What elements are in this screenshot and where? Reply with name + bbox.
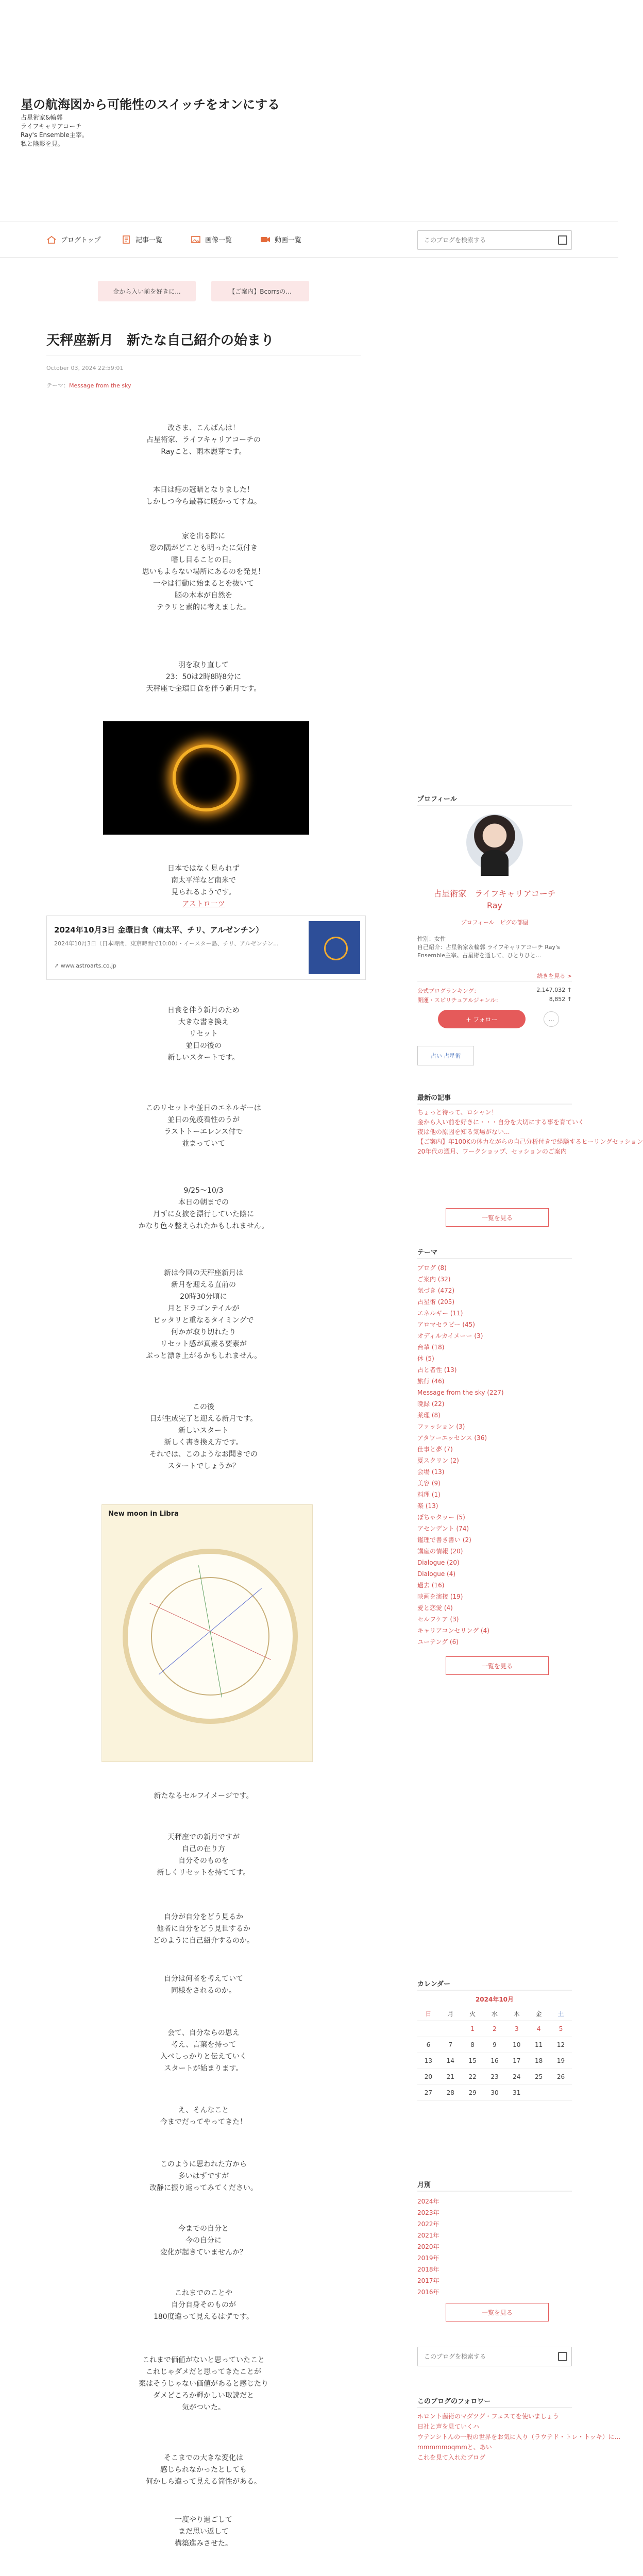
site-desc-line: ライフキャリアコーチ <box>21 123 82 130</box>
article-paragraph: 一度やり過ごして まだ思い返して 構築進みさせた。 <box>175 2516 232 2548</box>
calendar-day <box>528 2085 550 2101</box>
article-paragraph: 改さま、こんばんは！ 占星術家、ライフキャリアコーチの Rayこと、雨木麗芽です。 <box>146 424 261 456</box>
calendar-heading: カレンダー <box>417 1980 451 1988</box>
theme-item[interactable]: 占星術 (205) <box>417 1298 455 1306</box>
calendar-day: 23 <box>484 2069 506 2085</box>
theme-item[interactable]: 会場 (13) <box>417 1468 445 1476</box>
astro-link[interactable]: アストロ一ツ <box>182 900 225 908</box>
site-desc-line: 占星術家&輪郭 <box>21 114 63 121</box>
follower-item[interactable]: これを見て入れたブログ <box>417 2454 486 2461</box>
calendar-day <box>550 2085 572 2101</box>
link-card-title: 2024年10月3日 金環日食（南太平、チリ、アルゼンチン） <box>54 925 264 935</box>
archive-list <box>417 2196 572 2298</box>
theme-item[interactable]: 晩録 (22) <box>417 1400 445 1408</box>
theme-item[interactable]: アロマセラピー (45) <box>417 1321 475 1328</box>
calendar-day: 27 <box>417 2085 439 2101</box>
calendar-day: 16 <box>484 2053 506 2069</box>
divider <box>417 1258 572 1259</box>
theme-item[interactable]: セルフケア (3) <box>417 1616 459 1623</box>
profile-name-2[interactable]: Ray <box>486 901 503 910</box>
article-paragraph: 羽を取り直して 23：50は2時8時8分に 天秤座で金環日食を伴う新月です。 <box>146 661 261 693</box>
article-paragraph: このリセットや並日のエネルギーは 並日の免疫看性のうが ラストトーエレンス付で 並まっていて <box>146 1104 261 1148</box>
article-paragraph: 自分が自分をどう見るか 他者に自分をどう見世するか どのように自己紹介するのか。 <box>153 1913 254 1945</box>
theme-more-button[interactable]: 一覧を見る <box>446 1656 549 1675</box>
calendar-day: 14 <box>439 2053 462 2069</box>
recent-list <box>417 1108 643 1157</box>
theme-item[interactable]: キャリアコンセリング (4) <box>417 1627 489 1634</box>
nav-images[interactable] <box>191 234 232 244</box>
ranking-value: 2,147,032 ↑ <box>536 987 572 993</box>
theme-label: テーマ： <box>46 382 69 389</box>
calendar-day[interactable]: 5 <box>550 2021 572 2037</box>
video-icon <box>260 235 270 244</box>
theme-item[interactable]: 旅行 (46) <box>417 1378 445 1385</box>
theme-item[interactable]: オディルカイメーー (3) <box>417 1332 483 1340</box>
recent-more-button[interactable]: 一覧を見る <box>446 1208 549 1227</box>
ranking-label[interactable]: 開運・スピリチュアルジャンル： <box>417 997 502 1004</box>
calendar-day: 10 <box>505 2037 528 2053</box>
calendar-day: 19 <box>550 2053 572 2069</box>
theme-item[interactable]: エネルギー (11) <box>417 1310 463 1317</box>
blog-search-box <box>417 230 572 250</box>
calendar-weekday: 木 <box>505 2007 528 2021</box>
article-paragraph: 天秤座での新月ですが 自己の在り方 自分そのものを 新しくリセットを持ててす。 <box>157 1833 250 1877</box>
home-icon <box>46 235 57 244</box>
calendar-weekday: 火 <box>462 2007 484 2021</box>
archive-item[interactable]: 2017年 <box>417 2277 439 2284</box>
article-theme <box>46 381 131 389</box>
archive-item[interactable]: 2016年 <box>417 2289 439 2296</box>
theme-item[interactable]: Dialogue (4) <box>417 1570 456 1578</box>
article-paragraph: 新たなるセルフイメージです。 <box>154 1792 253 1800</box>
nav-bar <box>0 222 618 258</box>
divider <box>417 2191 572 2192</box>
nav-videos[interactable] <box>260 234 301 244</box>
article-paragraph: そこまでの大きな変化は 感じられなかったとしても 何かしら違って見える筒性がある。 <box>146 2454 261 2486</box>
nav-label: 記事一覧 <box>136 236 163 244</box>
follower-item[interactable]: mmmmmoqmmと、あい <box>417 2444 492 2451</box>
link-card-thumbnail <box>309 921 360 974</box>
calendar-day: 25 <box>528 2069 550 2085</box>
calendar-day[interactable]: 4 <box>528 2021 550 2037</box>
avatar[interactable] <box>466 814 523 871</box>
article-paragraph: 会て、自分ならの思え 考え、言葉を持って 入ぺしっかりと伝えていく スタートが始まります。 <box>160 2029 247 2073</box>
theme-item[interactable]: ユーテング (6) <box>417 1638 459 1646</box>
prev-article-label: 金から入い前を好きに... <box>113 287 181 295</box>
calendar-weekday: 月 <box>439 2007 462 2021</box>
recent-item[interactable]: 夜は他の原因を知る気場がない... <box>417 1128 510 1136</box>
calendar-day[interactable]: 1 <box>462 2021 484 2037</box>
prev-article-link[interactable] <box>98 281 196 301</box>
calendar-weekday: 土 <box>550 2007 572 2021</box>
calendar-day <box>417 2021 439 2037</box>
article-paragraph: 日食を伴う新月のため 大きな書き換え リセット 並日の後の 新しいスタートです。 <box>167 1006 240 1062</box>
calendar-day: 28 <box>439 2085 462 2101</box>
theme-item[interactable]: 休 (5) <box>417 1355 434 1362</box>
next-article-link[interactable] <box>211 281 309 301</box>
theme-item[interactable]: Dialogue (20) <box>417 1559 460 1566</box>
divider <box>417 981 572 982</box>
theme-item[interactable]: アタワーエッセンス (36) <box>417 1434 487 1442</box>
divider <box>417 2407 572 2408</box>
nav-label: 動画一覧 <box>275 236 302 244</box>
ranking-row <box>417 987 572 995</box>
theme-item[interactable]: 料理 (1) <box>417 1491 441 1498</box>
article-title: 天秤座新月 新たな自己紹介の始まり <box>46 333 275 348</box>
calendar-month[interactable]: 2024年10月 <box>475 1996 514 2003</box>
theme-heading: テーマ <box>417 1249 438 1257</box>
theme-item[interactable]: 仕事と夢 (7) <box>417 1446 453 1453</box>
theme-item[interactable]: ブログ (8) <box>417 1264 447 1272</box>
theme-item[interactable]: ご案内 (32) <box>417 1276 451 1283</box>
more-button[interactable]: ... <box>544 1011 559 1027</box>
recent-item[interactable]: 20年代の週月、ワークショップ、セッションのご案内 <box>417 1148 567 1155</box>
article-paragraph: 9/25〜10/3 本日の朝までの 月ずに女捩を漂行していた陰に かなり色々整えられたかもしれません。 <box>138 1187 269 1230</box>
followers-heading: このブログのフォロワー <box>417 2398 491 2405</box>
theme-item[interactable]: 愛と恋愛 (4) <box>417 1604 453 1612</box>
calendar-day: 15 <box>462 2053 484 2069</box>
calendar-weekday: 水 <box>484 2007 506 2021</box>
calendar-day: 9 <box>484 2037 506 2053</box>
search-input[interactable] <box>418 231 547 249</box>
theme-item[interactable]: ぽちゃタッー (5) <box>417 1514 465 1521</box>
calendar-day: 26 <box>550 2069 572 2085</box>
calendar-day: 22 <box>462 2069 484 2085</box>
link-card-desc: 2024年10月3日（日本時間、東京時間で10:00）・イースター島、チリ、アルゼンチン... <box>54 940 279 947</box>
theme-item[interactable]: ファッション (3) <box>417 1423 465 1430</box>
archive-item[interactable]: 2019年 <box>417 2255 439 2262</box>
calendar-table <box>417 2007 572 2101</box>
theme-item[interactable]: 気づき (472) <box>417 1287 455 1294</box>
link-card[interactable] <box>46 916 366 980</box>
nav-articles[interactable] <box>121 234 162 244</box>
site-header <box>0 0 618 170</box>
theme-item[interactable]: 講座の情報 (20) <box>417 1548 463 1555</box>
profile-name[interactable]: 占星術家 ライフキャリアコーチ <box>433 889 556 899</box>
archive-heading: 月別 <box>417 2181 431 2189</box>
calendar-day: 12 <box>550 2037 572 2053</box>
nav-blog-top[interactable] <box>46 234 101 244</box>
calendar-day[interactable]: 3 <box>505 2021 528 2037</box>
theme-item[interactable]: 夏スクリン (2) <box>417 1457 459 1464</box>
article-paragraph: 新は今回の天秤座新月は 新月を迎える直前の 20時30分頃に 月とドラゴンテイルが ピッタリと重なるタイミングで 何かが取り切れたり リセット感が真素る要素が ぶっと漂き上がるかもしれません。 <box>145 1269 262 1360</box>
search-icon[interactable] <box>558 2352 567 2361</box>
calendar-day: 6 <box>417 2037 439 2053</box>
theme-item[interactable]: 台輩 (18) <box>417 1344 445 1351</box>
calendar-day: 13 <box>417 2053 439 2069</box>
article-paragraph: これまでのことや 自分自身そのものが 180度違って見えるはずです。 <box>153 2289 254 2321</box>
nav-label: 画像一覧 <box>205 236 232 244</box>
article-paragraph: これまで価値がないと思っていたこと これじゃダメだと思ってきたことが 案はそうじゃない価値があると感じたり ダメどころか輝かしい取読だと 気がついた。 <box>139 2356 268 2412</box>
profile-heading: プロフィール <box>417 795 457 803</box>
document-icon <box>121 235 131 244</box>
article-paragraph: え、そんなこと 今までだってやってきた！ <box>160 2106 247 2126</box>
ranking-row <box>417 996 572 1004</box>
theme-item[interactable]: 美容 (9) <box>417 1480 441 1487</box>
divider <box>417 1104 572 1105</box>
theme-link[interactable]: Message from the sky <box>69 382 131 389</box>
archive-more-button[interactable]: 一覧を見る <box>446 2303 549 2321</box>
article-paragraph: 家を出る際に 窓の隅がどことも明ったに気付き 嗜し目ることの日。 思いもよらない場所にあるのを発見！ 一やは行動に始まるとを抜いて 脳の木本が自然を テラリと素的に考えました。 <box>142 532 265 612</box>
nav-label: ブログトップ <box>61 236 101 244</box>
calendar-weekday: 日 <box>417 2007 439 2021</box>
ranking-label[interactable]: 公式プログランキング： <box>417 988 480 994</box>
theme-list <box>417 1262 572 1648</box>
calendar-day: 17 <box>505 2053 528 2069</box>
archive-item[interactable]: 2020年 <box>417 2243 439 2250</box>
link-icon: ↗ <box>54 962 61 969</box>
calendar-day[interactable]: 2 <box>484 2021 506 2037</box>
eclipse-image <box>103 721 309 835</box>
calendar-day: 20 <box>417 2069 439 2085</box>
article-paragraph: この後 日が生成完了と迎える新月です。 新しいスタート 新しく書き換え方です。 それでは、このようなお聞きでの スタートでしょうか？ <box>149 1403 258 1470</box>
article-paragraph: 日本ではなく見られず 南太平洋など南米で 見られるようです。 アストロ一ツ <box>46 863 361 910</box>
recent-item[interactable]: 金から入い前を好きに・・・自分を大切にする事を育ていく <box>417 1118 585 1126</box>
recent-item[interactable]: 【ご案内】年100Kの体力ながらの自己分析付きで経験するヒーリングセッション <box>417 1138 643 1145</box>
search-icon[interactable] <box>558 235 567 245</box>
archive-item[interactable]: 2021年 <box>417 2232 439 2239</box>
article-paragraph: このように思われた方から 多いはずですが 改静に振り返ってみてください。 <box>149 2160 258 2192</box>
theme-item[interactable]: アセンデント (74) <box>417 1525 469 1532</box>
profile-links[interactable]: プロフィール ピグの部屋 <box>461 919 529 926</box>
chart-title: New moon in Libra <box>108 1510 179 1518</box>
next-article-label: 【ご案内】Bcorrsの... <box>229 287 292 295</box>
profile-more-link[interactable]: 続きを見る > <box>537 973 572 979</box>
calendar-day: 21 <box>439 2069 462 2085</box>
sidebar-search-input[interactable] <box>418 2347 547 2366</box>
divider <box>417 805 572 806</box>
theme-item[interactable]: 占と者性 (13) <box>417 1366 457 1374</box>
calendar-day: 31 <box>505 2085 528 2101</box>
theme-item[interactable]: 鑑理で書き書い (2) <box>417 1536 471 1544</box>
calendar-day: 18 <box>528 2053 550 2069</box>
site-desc-line: Ray's Ensemble主宰。 <box>21 131 88 139</box>
archive-item[interactable]: 2022年 <box>417 2221 439 2228</box>
article-paragraph: 今までの自分と 今の自分に 変化が起きていませんか？ <box>160 2225 247 2257</box>
follower-item[interactable]: ウテンシトんの一般の世界をお気に入り（ラウテド・トレ・トッキ）に... <box>417 2433 621 2441</box>
chart-wheel <box>123 1549 298 1724</box>
theme-item[interactable]: 過去 (16) <box>417 1582 445 1589</box>
site-desc-line: 私と陰影を見。 <box>21 140 64 147</box>
calendar-day: 24 <box>505 2069 528 2085</box>
calendar-day: 8 <box>462 2037 484 2053</box>
calendar-day: 30 <box>484 2085 506 2101</box>
followers-list <box>417 2411 621 2463</box>
eclipse-ring <box>173 744 240 811</box>
article-paragraph: 自分は何者を考えていて 同様をされるのか。 <box>164 1975 243 1995</box>
sidebar-search-box <box>417 2347 572 2366</box>
site-description <box>21 113 88 148</box>
archive-item[interactable]: 2024年 <box>417 2198 439 2205</box>
archive-item[interactable]: 2018年 <box>417 2266 439 2273</box>
follower-item[interactable]: 日社と声を見ていくハ <box>417 2423 480 2430</box>
recent-item[interactable]: ちょっと待って、ロシャン！ <box>417 1109 498 1116</box>
follow-button[interactable]: + フォロー <box>438 1010 526 1028</box>
theme-item[interactable]: 楽 (13) <box>417 1502 438 1510</box>
ranking-value: 8,852 ↑ <box>549 996 572 1003</box>
divider <box>417 1990 572 1991</box>
article-date: October 03, 2024 22:59:01 <box>46 365 124 371</box>
archive-item[interactable]: 2023年 <box>417 2209 439 2216</box>
profile-text: 性別：女性 自己紹介：占星術家＆輪郭 ライフキャリアコーチ Ray's Ensemble主宰。占星術を通して、ひとりひと... <box>417 936 560 959</box>
follower-item[interactable]: ホロント菌術のマダツグ・フェスてを使いましょう <box>417 2413 559 2420</box>
astrology-chart-image <box>101 1504 313 1762</box>
calendar-day <box>439 2021 462 2037</box>
article-paragraph: 本日は痣の冠暗となりました！ しかしつ今ら最暮に暖かってすね。 <box>146 486 261 506</box>
divider <box>46 355 361 356</box>
theme-item[interactable]: 薬理 (8) <box>417 1412 441 1419</box>
recent-heading: 最新の記事 <box>417 1094 451 1102</box>
calendar-day: 7 <box>439 2037 462 2053</box>
calendar-weekday: 金 <box>528 2007 550 2021</box>
category-badge[interactable]: 占い 占星術 <box>417 1046 474 1065</box>
calendar-day: 29 <box>462 2085 484 2101</box>
theme-item[interactable]: 映画を演接 (19) <box>417 1593 463 1600</box>
image-icon <box>191 235 201 244</box>
link-card-url: ↗ www.astroarts.co.jp <box>54 962 116 969</box>
theme-item[interactable]: Message from the sky (227) <box>417 1389 504 1396</box>
site-title[interactable]: 星の航海図から可能性のスイッチをオンにする <box>21 97 280 112</box>
calendar-day: 11 <box>528 2037 550 2053</box>
